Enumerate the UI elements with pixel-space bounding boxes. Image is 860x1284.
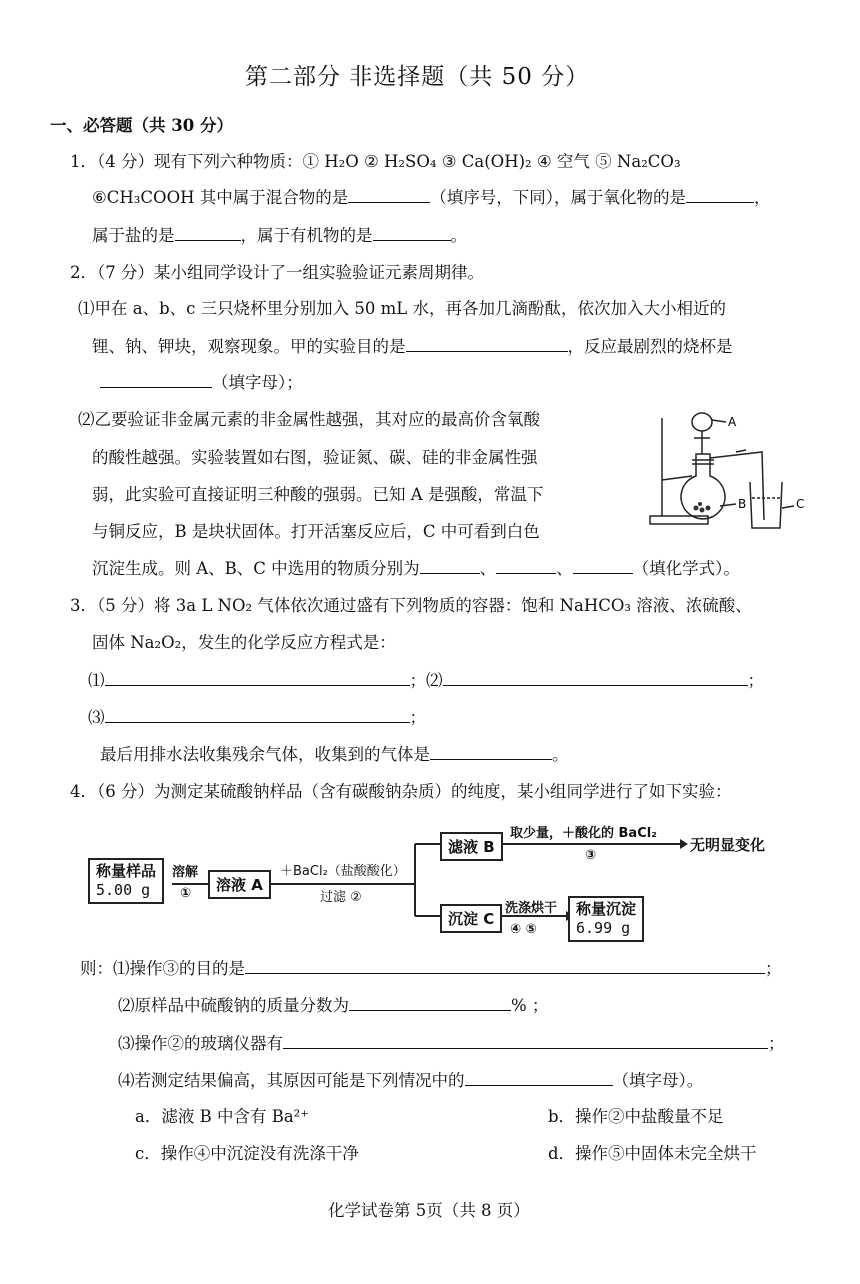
weigh-box: 称量沉淀 6.99 g [568,896,644,942]
q2-line1: 2．（7 分）某小组同学设计了一组实验验证元素周期律。 [70,263,484,282]
answer-blank[interactable] [283,1033,768,1049]
step1-label: ① [180,886,192,901]
label-b-leader [720,504,736,506]
q1-line1: 1．（4 分）现有下列六种物质：① H₂O ② H₂SO₄ ③ Ca(OH)₂ ④ 空气 ⑤ Na₂CO₃ [70,152,681,171]
q3-eq3-row: ⑶ ； [88,708,426,727]
q2-part1-a: ⑴甲在 a、b、c 三只烧杯里分别加入 50 mL 水，再各加几滴酚酞，依次加入大小相近的 [78,299,726,318]
solution-a-box: 溶液 A [208,870,271,899]
option-d[interactable]: d．操作⑤中固体未完全烘干 [548,1144,757,1163]
answer-blank[interactable] [420,558,480,574]
q2-part2-d: 与铜反应，B 是块状固体。打开活塞反应后，C 中可看到白色 [92,522,540,541]
wash-dry-label: 洗涤烘干 [505,901,558,916]
dissolve-label: 溶解 [172,865,199,880]
answer-blank[interactable] [349,995,511,1011]
option-a[interactable]: a．滤液 B 中含有 Ba²⁺ [135,1107,309,1126]
q3-line1: 3．（5 分）将 3a L NO₂ 气体依次通过盛有下列物质的容器：饱和 NaHCO₃ 溶液、浓硫酸、 [70,596,752,615]
label-a-leader [712,420,726,422]
q2-part2-b: 的酸性越强。实验装置如右图，验证氮、碳、硅的非金属性强 [92,448,538,467]
take-sample-label: 取少量，＋酸化的 BaCl₂ [510,826,657,841]
answer-blank[interactable] [105,670,410,686]
step3-label: ③ [585,848,597,863]
answer-blank[interactable] [573,558,633,574]
q2-part1-b: 锂、钠、钾块，观察现象。甲的实验目的是 ，反应最剧烈的烧杯是 [92,337,733,356]
beaker [750,482,782,528]
q4-line1: 4．（6 分）为测定某硫酸钠样品（含有碳酸钠杂质）的纯度，某小组同学进行了如下实验： [70,782,732,801]
q2-part2-e: 沉淀生成。则 A、B、C 中选用的物质分别为 、 、 （填化学式）。 [92,559,740,578]
add-bacl2-label: ＋BaCl₂（盐酸酸化） [280,864,406,879]
label-c: C [796,497,805,511]
label-c-leader [782,506,794,508]
page-footer: 化学试卷第 5页（共 8 页） [328,1201,530,1220]
answer-blank[interactable] [465,1070,613,1086]
section-heading: 一、必答题（共 30 分） [50,116,233,135]
stand-base [650,516,708,524]
filtrate-b-box: 滤液 B [440,832,503,861]
q2-part2-c: 弱，此实验可直接证明三种酸的强弱。已知 A 是强酸，常温下 [92,485,544,504]
filter-label: 过滤 ② [320,890,362,905]
answer-blank[interactable] [373,225,451,241]
label-b: B [738,497,747,511]
q4-sub3: ⑶操作②的玻璃仪器有 ； [118,1034,785,1053]
q3-eq1-row: ⑴ ；⑵ ； [88,671,764,690]
no-change-label: 无明显变化 [690,836,766,854]
delivery-tube [710,452,764,520]
q4-sub1: 则：⑴操作③的目的是 ； [80,959,782,978]
q1-line2: ⑥CH₃COOH 其中属于混合物的是 （填序号，下同），属于氧化物的是 ， [92,188,771,207]
q3-last: 最后用排水法收集残余气体，收集到的气体是 。 [100,745,569,764]
q4-sub2: ⑵原样品中硫酸钠的质量分数为 % ； [118,996,549,1015]
answer-blank[interactable] [496,558,556,574]
q1-line3: 属于盐的是 ，属于有机物的是 。 [92,226,467,245]
label-a: A [728,415,737,429]
clamp-arm [662,476,692,480]
answer-blank[interactable] [100,372,212,388]
sample-box: 称量样品 5.00 g [88,858,164,904]
q2-part1-c: （填字母）； [100,372,303,394]
apparatus-diagram [640,408,820,532]
answer-blank[interactable] [175,225,241,241]
funnel-bulb [692,413,712,431]
q4-sub4: ⑷若测定结果偏高，其原因可能是下列情况中的 （填字母）。 [118,1071,704,1090]
answer-blank[interactable] [430,744,552,760]
q2-part2-a: ⑵乙要验证非金属元素的非金属性越强，其对应的最高价含氧酸 [78,410,540,429]
answer-blank[interactable] [443,670,748,686]
answer-blank[interactable] [406,336,568,352]
answer-blank[interactable] [686,187,754,203]
answer-blank[interactable] [348,187,430,203]
step45-label: ④ ⑤ [510,922,537,937]
answer-blank[interactable] [105,707,410,723]
page-title: 第二部分 非选择题（共 50 分） [245,64,590,90]
option-c[interactable]: c．操作④中沉淀没有洗涤干净 [135,1144,359,1163]
option-b[interactable]: b．操作②中盐酸量不足 [548,1107,724,1126]
precipitate-c-box: 沉淀 C [440,904,502,933]
q3-line2: 固体 Na₂O₂，发生的化学反应方程式是： [92,633,396,652]
answer-blank[interactable] [245,958,765,974]
